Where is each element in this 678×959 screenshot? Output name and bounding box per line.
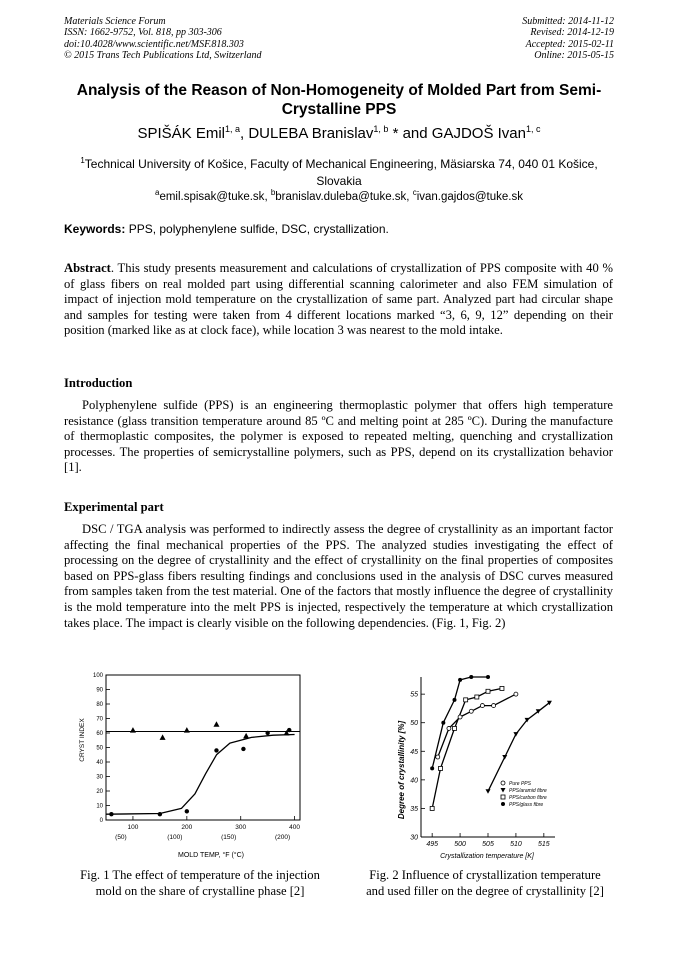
fig1-xlabel: MOLD TEMP, °F (°C) — [177, 852, 245, 859]
fig1-ytick-label: 70 — [96, 716, 103, 723]
fig1-circle-point — [241, 747, 245, 751]
fig2-ytick-label: 50 — [410, 720, 418, 728]
fig2-open-square-point — [430, 806, 434, 810]
fig2-open-circle-point — [436, 755, 440, 759]
fig2-series-line — [488, 703, 549, 792]
author-list: SPIŠÁK Emil$^{1, a}$, DULEBA Branislav$^{1, b}$ * and GAJDOŠ Ivan$^{1, c}$ — [137, 124, 541, 142]
fig2-triangle-point — [486, 789, 491, 794]
fig1-xtick-label: 200 — [181, 824, 193, 831]
fig1-circle-point — [214, 748, 218, 752]
fig1-ytick-label: 10 — [96, 803, 103, 810]
fig2-open-square-point — [439, 766, 443, 770]
experimental-heading: Experimental part — [64, 500, 164, 514]
fig1-frame — [106, 675, 300, 820]
keywords: Keywords: PPS, polyphenylene sulfide, DSC, crystallization. — [64, 222, 389, 236]
fig1-ytick-label: 80 — [96, 702, 103, 708]
fig2-filled-circle-point — [430, 766, 434, 770]
fig2-open-circle-point — [514, 692, 518, 696]
fig2-xtick-label: 495 — [426, 841, 439, 848]
fig2-legend-label: PPS/glass fibre — [509, 802, 544, 808]
fig2-open-circle-point — [447, 726, 451, 730]
fig1-ylabel: CRYST INDEX — [79, 718, 86, 762]
fig2-triangle-point — [501, 788, 506, 793]
fig2-open-square-point — [453, 726, 457, 730]
fig1-fit-line — [106, 735, 295, 815]
fig1-xtick-label: 300 — [235, 824, 247, 831]
fig1-ytick-label: 90 — [96, 687, 103, 694]
revised-date: Revised: 2014-12-19 — [530, 27, 614, 39]
fig2-ytick-label: 40 — [410, 777, 418, 785]
fig2-open-square-point — [486, 689, 490, 693]
fig1-ytick-label: 30 — [96, 774, 103, 781]
journal-name: Materials Science Forum — [64, 16, 166, 27]
fig2-xtick-label: 505 — [482, 841, 494, 848]
fig2-ytick-label: 30 — [410, 834, 418, 842]
introduction-heading: Introduction — [64, 376, 133, 390]
fig2-filled-circle-point — [458, 678, 462, 682]
fig1-ytick-label: 0 — [99, 818, 103, 824]
fig2-xtick-label: 510 — [510, 841, 522, 848]
fig1-xtick-c-label: (150) — [221, 834, 237, 841]
fig2-xtick-label: 515 — [537, 841, 550, 848]
dates-info — [522, 16, 614, 62]
fig2-open-square-point — [464, 698, 468, 702]
doi: doi:10.4028/www.scientific.net/MSF.818.303 — [64, 38, 244, 50]
email-link[interactable]: ivan.gajdos@tuke.sk — [416, 190, 523, 203]
fig1-xtick-label: 100 — [127, 824, 139, 831]
fig1-xtick-c-label: (50) — [115, 834, 127, 841]
fig2-xtick-label: 500 — [454, 841, 466, 848]
figure-2-chart — [385, 665, 565, 865]
figure-1-caption: Fig. 1 The effect of temperature of the injection mold on the share of crystalline phase [2] — [80, 868, 320, 898]
fig2-series-line — [432, 677, 488, 768]
copyright: © 2015 Trans Tech Publications Ltd, Switzerland — [64, 50, 262, 62]
email-link[interactable]: branislav.duleba@tuke.sk — [275, 190, 407, 203]
fig2-xlabel: Crystallization temperature [K] — [440, 853, 534, 860]
fig2-open-square-point — [475, 695, 479, 699]
figure-1-chart — [68, 665, 330, 865]
abstract: Abstract. This study presents measurement and calculations of crystallization of PPS composite with 40 % of glass fibers on real molded part using differential scanning calorimeter and also FEM simulation of impact of injection mold temperature on the crystallization of same part. Analyzed part had circular shape and samples for testing were taken from 4 different locations marked “3, 6, 9, 12” depending on their position (marked like as at clock face), while location 3 was nearest to the mold intake. — [64, 261, 613, 338]
affiliation: $^1$Technical University of Košice, Faculty of Mechanical Engineering, Mäsiarska 74, 040 01 Košice, Slovakia — [80, 156, 598, 188]
paper-title: Analysis of the Reason of Non-Homogeneity of Molded Part from Semi- Crystalline PPS — [76, 82, 602, 118]
submitted-date: Submitted: 2014-11-12 — [522, 16, 614, 27]
fig1-ytick-label: 50 — [96, 745, 103, 752]
fig2-filled-circle-point — [441, 721, 445, 725]
issn: ISSN: 1662-9752, Vol. 818, pp 303-306 — [64, 27, 222, 39]
fig1-xtick-c-label: (100) — [167, 834, 183, 841]
fig2-legend-label: Pure PPS — [509, 781, 531, 787]
fig2-open-circle-point — [501, 781, 505, 785]
fig2-open-circle-point — [469, 709, 473, 713]
fig1-ytick-label: 100 — [92, 673, 103, 679]
fig2-series-line — [438, 694, 516, 757]
fig1-triangle-point — [160, 734, 166, 740]
figure-2-caption: Fig. 2 Influence of crystallization temperature and used filler on the degree of crystallinity [2] — [366, 868, 604, 898]
journal-info — [64, 16, 262, 62]
fig1-ytick-label: 20 — [96, 789, 103, 795]
fig2-legend-label: PPS/aramid fibre — [509, 788, 547, 794]
fig2-open-circle-point — [492, 704, 496, 708]
fig2-filled-circle-point — [453, 698, 457, 702]
fig2-open-square-point — [501, 795, 505, 799]
fig2-filled-circle-point — [486, 675, 490, 679]
fig2-legend-label: PPS/carbon fibre — [509, 795, 547, 801]
fig2-filled-circle-point — [469, 675, 473, 679]
fig1-xtick-label: 400 — [289, 824, 301, 831]
online-date: Online: 2015-05-15 — [534, 50, 614, 62]
fig2-ytick-label: 35 — [410, 805, 418, 813]
fig1-ytick-label: 60 — [96, 731, 103, 737]
fig1-triangle-point — [243, 733, 249, 739]
fig1-xtick-c-label: (200) — [275, 834, 291, 841]
accepted-date: Accepted: 2015-02-11 — [525, 38, 614, 50]
fig2-triangle-point — [513, 732, 518, 737]
fig2-triangle-point — [502, 755, 507, 760]
fig2-open-circle-point — [480, 704, 484, 708]
introduction-text: Polyphenylene sulfide (PPS) is an engineering thermoplastic polymer that offers high temperature resistance (glass transition temperature around 85 ºC and melting point at 285 ºC). During the manufacture of thermoplastic composites, the polymer is exposed to repeated melting, quenching and crystallization processes. The properties of semicrystalline polymers, such as PPS, depend on its crystallization behavior [1]. — [64, 398, 613, 475]
email-link[interactable]: emil.spisak@tuke.sk — [159, 190, 265, 203]
fig2-open-square-point — [500, 686, 504, 690]
fig2-ytick-label: 45 — [410, 748, 418, 756]
fig1-ytick-label: 40 — [96, 760, 103, 766]
fig1-triangle-point — [213, 721, 219, 727]
fig2-ylabel: Degree of crystallinity [%] — [397, 720, 406, 820]
fig2-filled-circle-point — [501, 802, 505, 806]
email-list: $^a$emil.spisak@tuke.sk, $^b$branislav.duleba@tuke.sk, $^c$ivan.gajdos@tuke.sk — [155, 188, 523, 203]
fig1-circle-point — [185, 809, 189, 813]
experimental-text: DSC / TGA analysis was performed to indirectly assess the degree of crystallinity as an important factor affecting the final mechanical properties of the PPS. The analyzed studies investigating the effect of processing on the degree of crystallinity and the effect of crystallinity on the final properties of composites based on PPS-glass fibers resulting findings and conclusions used in the analysis of DSC curves measured from samples taken from the test material. One of the factors that mostly influence the degree of crystallinity is the mold temperature into the melt PPS is injected, respectively the temperature at which crystallization takes place. The impact is clearly visible on the following dependencies. (Fig. 1, Fig. 2) — [64, 522, 613, 630]
fig2-ytick-label: 55 — [410, 691, 418, 699]
fig2-open-circle-point — [458, 715, 462, 719]
